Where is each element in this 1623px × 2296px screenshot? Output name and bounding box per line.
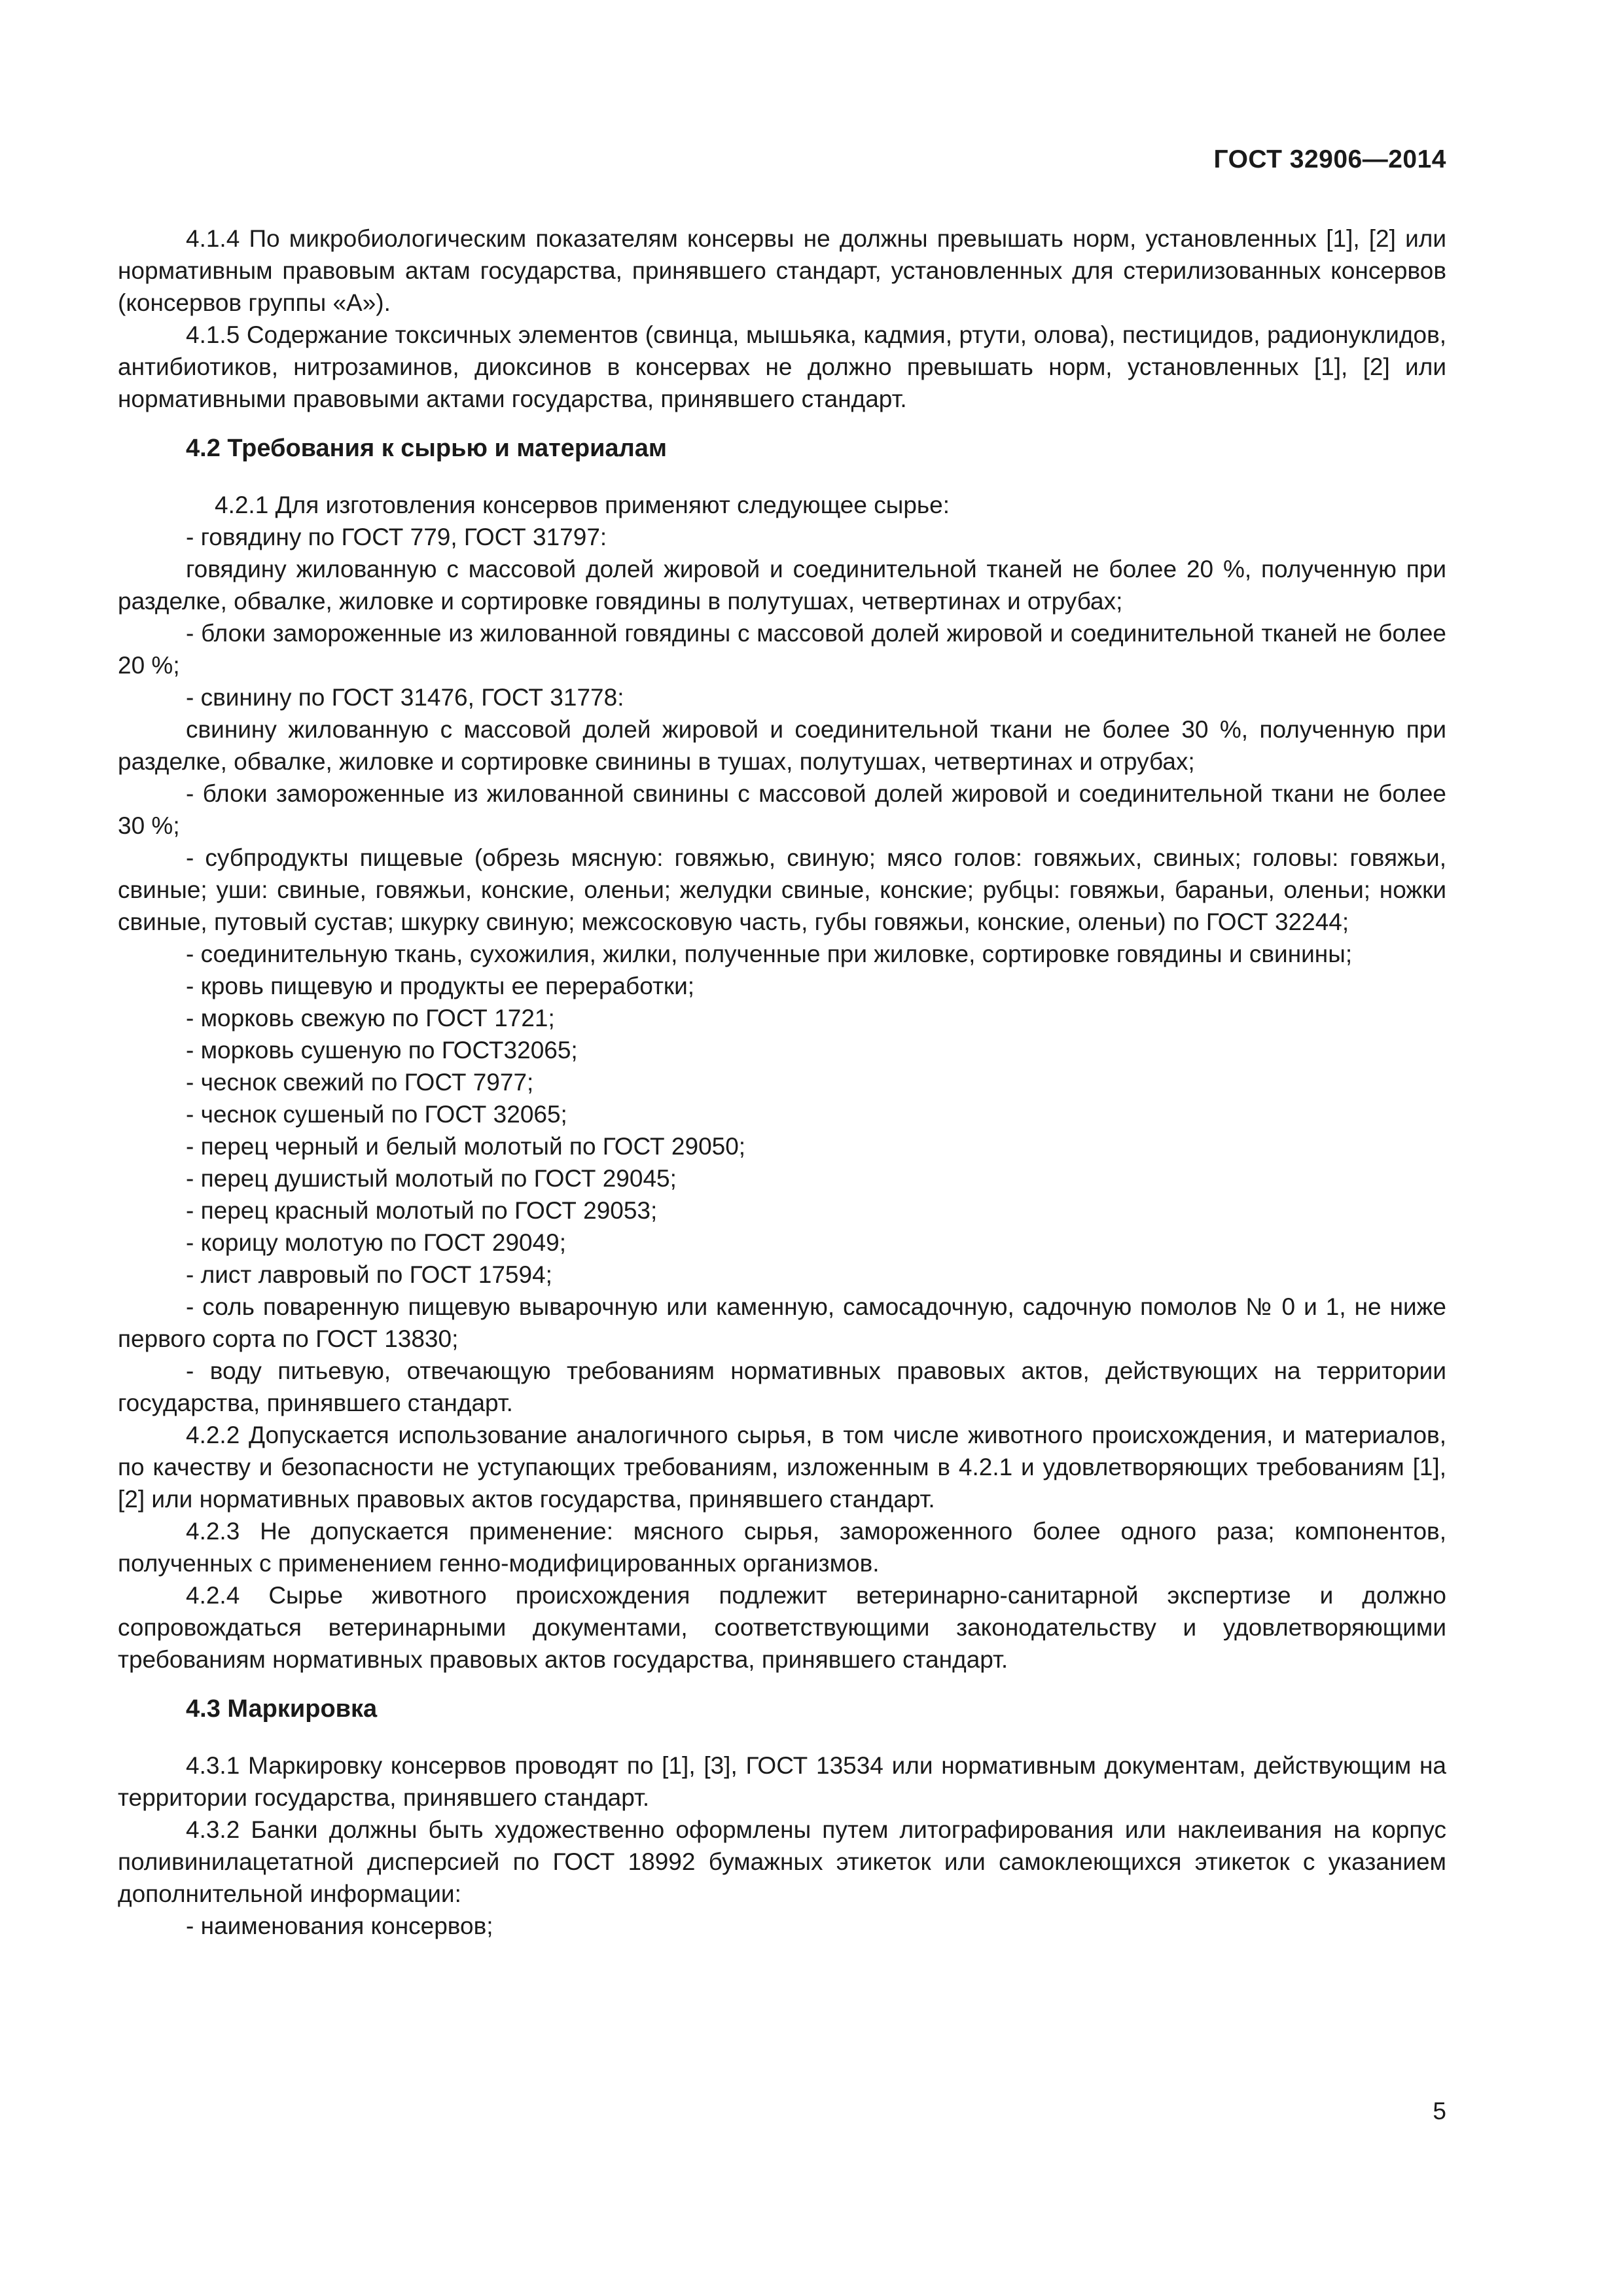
list-item: - свинину по ГОСТ 31476, ГОСТ 31778: — [186, 684, 624, 711]
paragraph: 4.1.5 Содержание токсичных элементов (свинца, мышьяка, кадмия, ртути, олова), пестицидов, радионуклидов, антибиотиков, нитрозаминов, диоксинов в консервах не должно превышать норм, установленных [1], [2] или нормативными правовыми актами государства, принявшего стандарт. — [118, 321, 1446, 412]
list-item: - чеснок свежий по ГОСТ 7977; — [186, 1069, 534, 1096]
paragraph: 4.2.2 Допускается использование аналогичного сырья, в том числе животного происхождения, и материалов, по качеству и безопасности не уступающих требованиям, изложенным в 4.2.1 и удовлетворяющих требованиям [1], [2] или нормативных правовых актов государства, принявшего стандарт. — [118, 1422, 1446, 1513]
list-item: - говядину по ГОСТ 779, ГОСТ 31797: — [186, 524, 607, 550]
section-heading: 4.3 Маркировка — [186, 1695, 378, 1723]
list-item: - кровь пищевую и продукты ее переработки; — [186, 973, 695, 999]
paragraph: 4.3.1 Маркировку консервов проводят по [1], [3], ГОСТ 13534 или нормативным документам, действующим на территории государства, принявшего стандарт. — [118, 1752, 1446, 1811]
list-item: - воду питьевую, отвечающую требованиям нормативных правовых актов, действующих на территории государства, принявшего стандарт. — [118, 1357, 1446, 1416]
list-item: - наименования консервов; — [186, 1912, 493, 1939]
list-item: - субпродукты пищевые (обрезь мясную: говяжью, свиную; мясо голов: говяжьих, свиных; головы: говяжьи, свиные; уши: свиные, говяжьи, конские, оленьи; желудки свиные, конские; рубцы: говяжьи, бараньи, оленьи; ножки свиные, путовый сустав; шкурку свиную; межсосковую часть, губы говяжьи, конские, оленьи) по ГОСТ 32244; — [118, 844, 1446, 935]
list-item: - блоки замороженные из жилованной говядины с массовой долей жировой и соединительной тканей не более 20 %; — [118, 620, 1446, 679]
paragraph: 4.1.4 По микробиологическим показателям консервы не должны превышать норм, установленных [1], [2] или нормативным правовым актам государства, принявшего стандарт, установленных для стерилизованных консервов (консервов группы «А»). — [118, 225, 1446, 316]
page-number: 5 — [1433, 2098, 1446, 2125]
paragraph: 4.2.4 Сырье животного происхождения подлежит ветеринарно-санитарной экспертизе и должно сопровождаться ветеринарными документами, соответствующими законодательству и удовлетворяющими требованиям нормативных правовых актов государства, принявшего стандарт. — [118, 1582, 1446, 1673]
section-heading: 4.2 Требования к сырью и материалам — [186, 435, 667, 462]
paragraph: 4.2.3 Не допускается применение: мясного сырья, замороженного более одного раза; компонентов, полученных с применением генно-модифицированных организмов. — [118, 1518, 1446, 1577]
list-item: - перец красный молотый по ГОСТ 29053; — [186, 1197, 658, 1224]
paragraph: 4.3.2 Банки должны быть художественно оформлены путем литографирования или наклеивания на корпус поливинилацетатной дисперсией по ГОСТ 18992 бумажных этикеток или самоклеющихся этикеток с указанием дополнительной информации: — [118, 1816, 1446, 1907]
list-item: - корицу молотую по ГОСТ 29049; — [186, 1229, 567, 1256]
document-body — [118, 223, 1446, 1942]
list-item: - блоки замороженные из жилованной свинины с массовой долей жировой и соединительной ткани не более 30 %; — [118, 780, 1446, 839]
document-code: ГОСТ 32906—2014 — [1213, 145, 1446, 173]
list-item: - перец черный и белый молотый по ГОСТ 29050; — [186, 1133, 746, 1160]
list-item: - перец душистый молотый по ГОСТ 29045; — [186, 1165, 677, 1192]
paragraph: свинину жилованную с массовой долей жировой и соединительной ткани не более 30 %, полученную при разделке, обвалке, жиловке и сортировке свинины в тушах, полутушах, четвертинах и отрубах; — [118, 716, 1446, 775]
list-item: - чеснок сушеный по ГОСТ 32065; — [186, 1101, 567, 1128]
list-item: - морковь свежую по ГОСТ 1721; — [186, 1005, 555, 1031]
paragraph: 4.2.1 Для изготовления консервов применяют следующее сырье: — [215, 492, 950, 518]
list-item: - соль поваренную пищевую выварочную или каменную, самосадочную, садочную помолов № 0 и 1, не ниже первого сорта по ГОСТ 13830; — [118, 1293, 1446, 1352]
list-item: - морковь сушеную по ГОСТ32065; — [186, 1037, 578, 1064]
paragraph: говядину жилованную с массовой долей жировой и соединительной тканей не более 20 %, полученную при разделке, обвалке, жиловке и сортировке говядины в полутушах, четвертинах и отрубах; — [118, 556, 1446, 615]
list-item: - соединительную ткань, сухожилия, жилки, полученные при жиловке, сортировке говядины и свинины; — [186, 941, 1353, 967]
list-item: - лист лавровый по ГОСТ 17594; — [186, 1261, 552, 1288]
